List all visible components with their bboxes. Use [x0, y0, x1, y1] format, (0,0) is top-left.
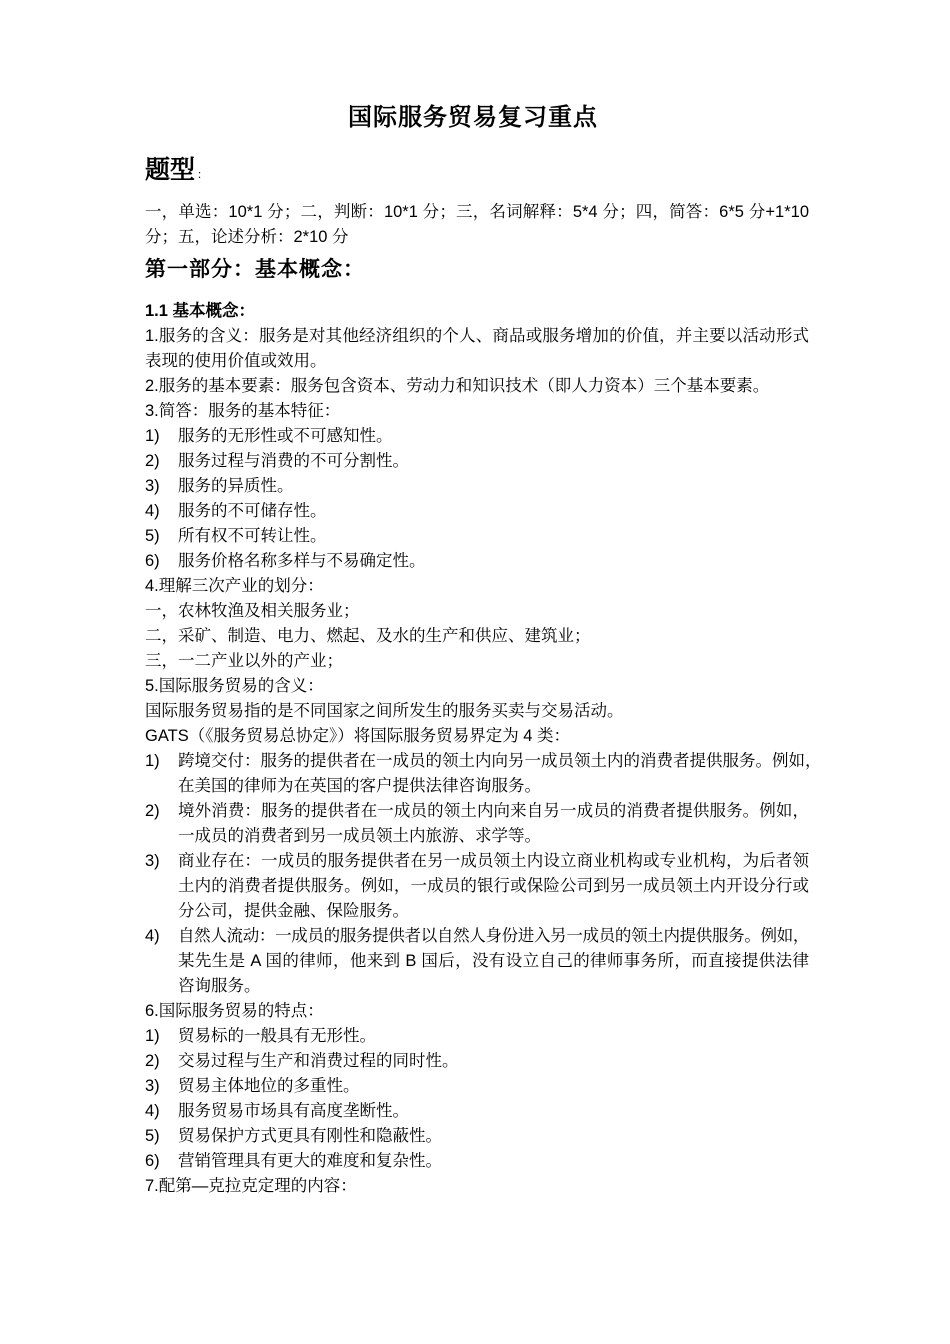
list-item	[145, 474, 809, 499]
document-body	[145, 154, 822, 1199]
paragraph-line: 商业存在：一成员的服务提供者在另一成员领土内设立商业机构或专业机构，为后者领	[178, 852, 809, 870]
trade-features-heading: 6.国际服务贸易的特点：	[145, 1002, 324, 1020]
paragraph-line: 分公司，提供金融、保险服务。	[178, 902, 409, 920]
list-item-text: 服务贸易市场具有高度垄断性。	[178, 1102, 409, 1120]
trade-features-list	[145, 1024, 809, 1174]
question-types-heading-colon: ：	[197, 169, 209, 181]
question-types-heading	[145, 154, 809, 186]
gats-intro: GATS（《服务贸易总协定》）将国际服务贸易界定为 4 类：	[145, 727, 571, 745]
gats-mode-text	[178, 924, 809, 999]
question-types-heading-text: 题型	[145, 156, 196, 184]
list-item-text: 贸易保护方式更具有刚性和隐蔽性。	[178, 1127, 442, 1145]
gats-mode-text	[178, 849, 809, 924]
list-item-text: 贸易主体地位的多重性。	[178, 1077, 360, 1095]
paragraph-line: 境外消费：服务的提供者在一成员的领土内向来自另一成员的消费者提供服务。例如，	[178, 802, 809, 820]
part-heading: 第一部分：基本概念：	[145, 258, 365, 281]
service-features-heading: 3.简答：服务的基本特征：	[145, 402, 341, 420]
industry-line: 二，采矿、制造、电力、燃起、及水的生产和供应、建筑业；	[145, 627, 591, 645]
paragraph-line: 一，单选：10*1 分；二，判断：10*1 分；三，名词解释：5*4 分；四，简答：6*5 分+1*10	[145, 203, 809, 221]
list-item	[145, 449, 809, 474]
gats-mode-item	[145, 749, 822, 799]
paragraph-line: 咨询服务。	[178, 977, 261, 995]
list-item-text: 服务的异质性。	[178, 477, 294, 495]
list-item	[145, 1099, 809, 1124]
list-item-text: 营销管理具有更大的难度和复杂性。	[178, 1152, 442, 1170]
list-item-text: 所有权不可转让性。	[178, 527, 327, 545]
gats-mode-item	[145, 849, 809, 924]
industry-line: 三，一二产业以外的产业；	[145, 652, 343, 670]
list-number: 6)	[145, 552, 160, 570]
industries-list	[145, 599, 809, 674]
list-number: 3)	[145, 852, 160, 870]
section-heading: 1.1 基本概念：	[145, 302, 256, 320]
list-item-text: 贸易标的一般具有无形性。	[178, 1027, 376, 1045]
list-item	[145, 499, 809, 524]
paragraph-line: 跨境交付：服务的提供者在一成员的领土内向另一成员领土内的消费者提供服务。例如，	[178, 752, 822, 770]
list-number: 1)	[145, 752, 160, 770]
paragraph-line: 自然人流动：一成员的服务提供者以自然人身份进入另一成员的领土内提供服务。例如，	[178, 927, 809, 945]
trade-definition: 国际服务贸易指的是不同国家之间所发生的服务买卖与交易活动。	[145, 702, 624, 720]
paragraph-line: 分；五，论述分析：2*10 分	[145, 228, 349, 246]
list-item-text: 服务的无形性或不可感知性。	[178, 427, 393, 445]
service-meaning-paragraph	[145, 324, 809, 374]
list-number: 3)	[145, 1077, 160, 1095]
list-item	[145, 424, 809, 449]
gats-mode-item	[145, 924, 809, 999]
list-number: 5)	[145, 527, 160, 545]
list-item-text: 服务过程与消费的不可分割性。	[178, 452, 409, 470]
list-number: 2)	[145, 452, 160, 470]
list-number: 4)	[145, 502, 160, 520]
document-title: 国际服务贸易复习重点	[348, 104, 598, 131]
list-item	[145, 1049, 809, 1074]
list-number: 2)	[145, 802, 160, 820]
question-types-paragraph	[145, 200, 809, 250]
list-number: 1)	[145, 1027, 160, 1045]
paragraph-line: 在美国的律师为在英国的客户提供法律咨询服务。	[178, 777, 541, 795]
list-number: 5)	[145, 1127, 160, 1145]
trade-meaning-heading: 5.国际服务贸易的含义：	[145, 677, 324, 695]
paragraph-line: 1.服务的含义：服务是对其他经济组织的个人、商品或服务增加的价值，并主要以活动形式	[145, 327, 809, 345]
list-item-text: 服务的不可储存性。	[178, 502, 327, 520]
list-number: 4)	[145, 1102, 160, 1120]
list-number: 3)	[145, 477, 160, 495]
paragraph-line: 一成员的消费者到另一成员领土内旅游、求学等。	[178, 827, 541, 845]
service-elements-paragraph: 2.服务的基本要素：服务包含资本、劳动力和知识技术（即人力资本）三个基本要素。	[145, 377, 770, 395]
list-item-text: 服务价格名称多样与不易确定性。	[178, 552, 426, 570]
petty-clark-heading: 7.配第—克拉克定理的内容：	[145, 1177, 357, 1195]
list-item	[145, 1149, 809, 1174]
paragraph-line: 土内的消费者提供服务。例如，一成员的银行或保险公司到另一成员领土内开设分行或	[178, 877, 809, 895]
gats-mode-text	[178, 749, 822, 799]
list-item	[145, 1074, 809, 1099]
gats-modes-list	[145, 749, 822, 999]
gats-mode-item	[145, 799, 809, 849]
list-number: 6)	[145, 1152, 160, 1170]
paragraph-line: 某先生是 A 国的律师，他来到 B 国后，没有设立自己的律师事务所，而直接提供法律	[178, 952, 809, 970]
gats-mode-text	[178, 799, 809, 849]
industries-heading: 4.理解三次产业的划分：	[145, 577, 324, 595]
paragraph-line: 表现的使用价值或效用。	[145, 352, 327, 370]
industry-line: 一，农林牧渔及相关服务业；	[145, 602, 360, 620]
list-item	[145, 1024, 809, 1049]
list-number: 4)	[145, 927, 160, 945]
list-number: 2)	[145, 1052, 160, 1070]
list-item	[145, 1124, 809, 1149]
list-number: 1)	[145, 427, 160, 445]
list-item	[145, 524, 809, 549]
list-item	[145, 549, 809, 574]
list-item-text: 交易过程与生产和消费过程的同时性。	[178, 1052, 459, 1070]
service-features-list	[145, 424, 809, 574]
